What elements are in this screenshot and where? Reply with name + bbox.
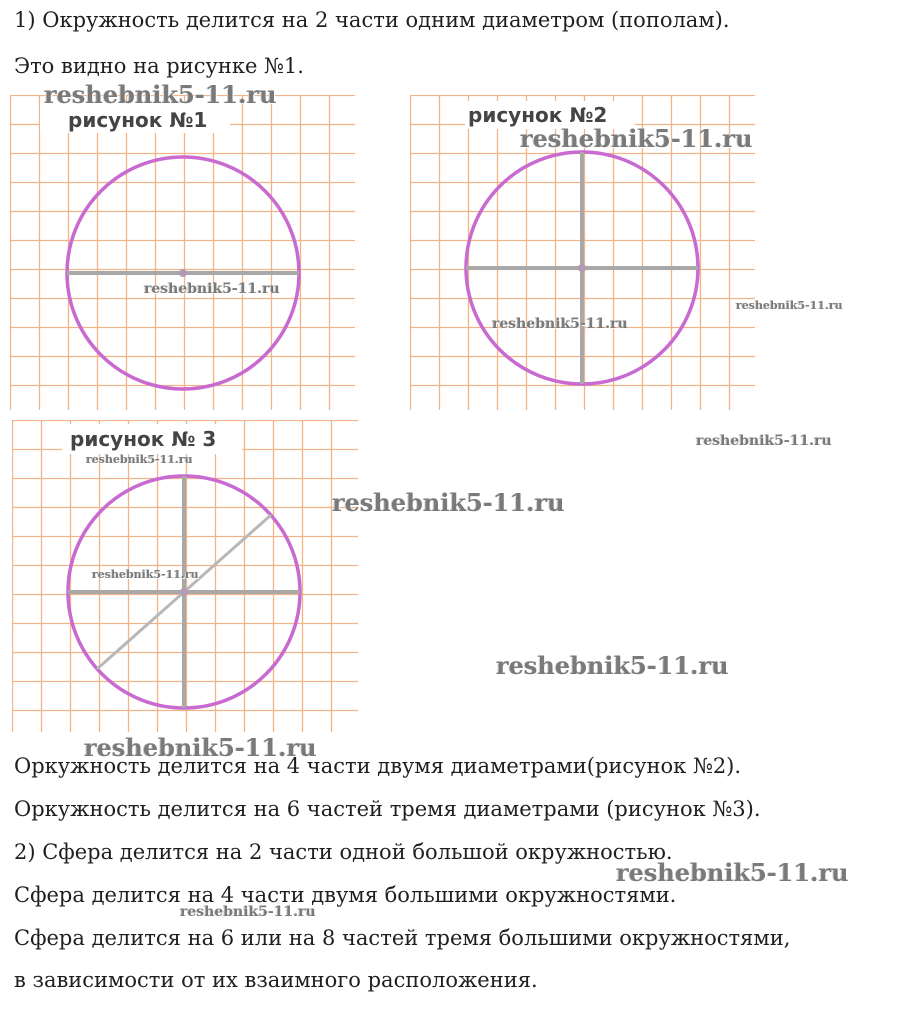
- watermark: reshebnik5-11.ru: [696, 433, 832, 449]
- text-line-1: 1) Окружность делится на 2 части одним диаметром (пополам).: [14, 8, 730, 32]
- text-line-8: в зависимости от их взаимного расположения.: [14, 968, 538, 992]
- text-line-6: Сфера делится на 4 части двумя большими окружностями.: [14, 883, 677, 907]
- watermark: reshebnik5-11.ru: [92, 568, 199, 581]
- figure-1-grid: [10, 95, 355, 410]
- figure-1-center: [179, 269, 187, 277]
- figure-3-title: рисунок № 3: [70, 427, 217, 451]
- watermark: reshebnik5-11.ru: [496, 651, 729, 680]
- watermark: reshebnik5-11.ru: [86, 453, 193, 466]
- watermark: reshebnik5-11.ru: [520, 124, 753, 153]
- figure-2-title: рисунок №2: [468, 103, 608, 127]
- figure-1: [10, 95, 355, 410]
- watermark: reshebnik5-11.ru: [332, 488, 565, 517]
- watermark: reshebnik5-11.ru: [180, 904, 316, 920]
- watermark: reshebnik5-11.ru: [144, 281, 280, 297]
- watermark: reshebnik5-11.ru: [84, 733, 317, 762]
- watermark: reshebnik5-11.ru: [616, 858, 849, 887]
- figure-2-center: [578, 264, 586, 272]
- text-line-5: 2) Сфера делится на 2 части одной большой окружностью.: [14, 840, 673, 864]
- figure-1-title: рисунок №1: [68, 108, 208, 132]
- figure-3-center: [180, 588, 188, 596]
- watermark: reshebnik5-11.ru: [736, 299, 843, 312]
- text-line-2: Это видно на рисунке №1.: [14, 54, 304, 78]
- watermark: reshebnik5-11.ru: [492, 316, 628, 332]
- figure-1-svg: [10, 95, 355, 410]
- text-line-4: Оркужность делится на 6 частей тремя диаметрами (рисунок №3).: [14, 797, 761, 821]
- watermark: reshebnik5-11.ru: [44, 80, 277, 109]
- text-line-7: Сфера делится на 6 или на 8 частей тремя большими окружностями,: [14, 926, 791, 950]
- text-line-3: Оркужность делится на 4 части двумя диаметрами(рисунок №2).: [14, 754, 742, 778]
